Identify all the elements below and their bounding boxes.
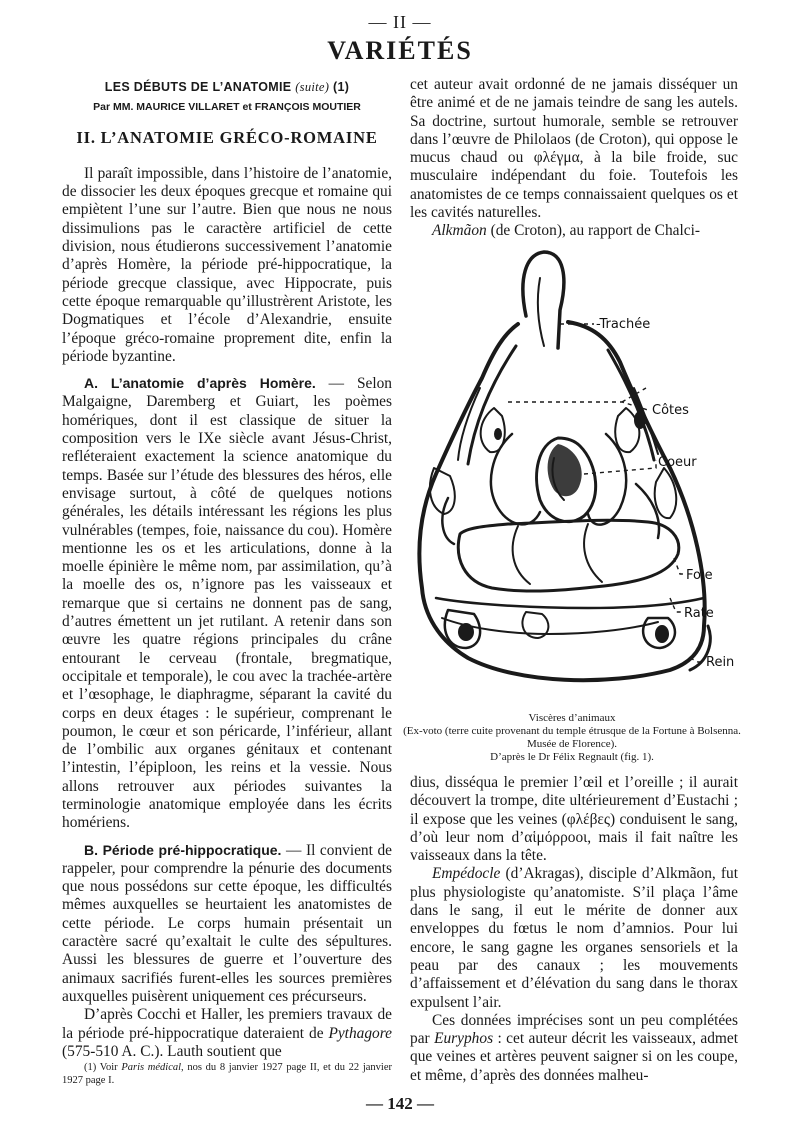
prehippocratic-paragraph — [62, 841, 392, 1007]
page-number: — 142 — — [366, 1094, 434, 1113]
label-rate: Rate — [684, 606, 714, 621]
prehippocratic-text: — Il convient de rappeler, pour comprendre la pénurie des documents que nous possédons sur cette époque, les difficultés mêmes auxquelles se heurtaient les anatomistes de cette période. Le corps humain présentait un caractère sacré qu’exaltait le culte des sépultures. Aussi les blessures de guerre et l’ouverture des animaux sacrifiés furent-elles les sources premières auxquelles puisèrent uniquement ces précurseurs. — [62, 841, 392, 1005]
footnote-marker: (1) — [333, 80, 350, 94]
article-title-suffix: (suite) — [295, 80, 330, 94]
footnote-journal: Paris médical — [121, 1062, 182, 1074]
euryphos-name: Euryphos — [434, 1030, 494, 1048]
label-trachee: -Trachée — [596, 317, 651, 332]
cocchi-text-end: (575-510 A. C.). Lauth soutient que — [62, 1042, 282, 1060]
article-authors: Par MM. MAURICE VILLARET et FRANÇOIS MOUTIER — [93, 101, 361, 114]
euryphos-paragraph — [410, 1012, 738, 1085]
label-coeur: Coeur — [658, 455, 697, 470]
cocchi-paragraph — [62, 1006, 392, 1061]
euryphos-text-start: Ces données imprécises sont un peu complétées par — [410, 1011, 738, 1048]
euryphos-text-end: : cet auteur décrit les vaisseaux, admet que veines et artères peuvent saigner si on les coupe, et même, d’après des données malheu- — [410, 1030, 738, 1084]
footnote — [62, 1061, 392, 1087]
caption-title: Viscères d’animaux — [528, 712, 616, 724]
homer-subheading: A. L’anatomie d’après Homère. — [84, 375, 316, 392]
article-title-text: LES DÉBUTS DE L’ANATOMIE — [104, 80, 292, 94]
empedocle-name: Empédocle — [432, 865, 501, 883]
prehippocratic-subheading: B. Période pré-hippocratique. — [84, 841, 282, 858]
pythagore-name: Pythagore — [328, 1024, 392, 1042]
label-cotes: Côtes — [652, 403, 689, 418]
right-column-top — [410, 76, 738, 241]
alkmaon-text-start: (de Croton), au rapport de Chalci- — [486, 222, 700, 240]
intro-paragraph: Il paraît impossible, dans l’histoire de l’anatomie, de dissocier les deux époques grecque et romaine qui empiètent l’une sur l’autre. Bien que nous ne nous dissimulions pas le caractère artificiel de cette division, nous étudierons successivement l’anatomie d’après Homère, la période pré-hippocratique, la période grecque classique, avec Hippocrate, puis cette époque remarquable qu’illustrèrent Aristote, les Dogmatiques et l’école d’Alexandrie, ensuite l’époque gréco-romaine proprement dite, enfin la période byzantine. — [62, 164, 392, 365]
caption-body: (Ex-voto (terre cuite provenant du temple étrusque de la Fortune à Bolsenna. Musée de Florence). — [403, 725, 741, 750]
label-foie: Foie — [686, 568, 713, 583]
article-title — [62, 78, 392, 96]
empedocle-text: (d’Akragas), disciple d’Alkmãon, fut plus physiologiste qu’anatomiste. S’il plaça l’âme dans le sang, il eut le mérite de donner aux enveloppes du fœtus le nom d’amnios. Pour lui encore, le sang gagne les organes sensoriels et la peau par des canaux ; les mouvements d’affaissement et d’élévation du sang dans le thorax expulsent l’air. — [410, 865, 738, 1011]
cocchi-text-start: D’après Cocchi et Haller, les premiers travaux de la période pré-hippocratique dateraient de — [62, 1006, 392, 1042]
empedocle-paragraph — [410, 865, 738, 1011]
caption-credit: D’après le Dr Félix Regnault (fig. 1). — [490, 751, 654, 763]
pythagore-continuation: cet auteur avait ordonné de ne jamais disséquer un être animé et de ne jamais teindre de sang les autels. Sa doctrine, surtout humorale, semble se retrouver dans l’œuvre de Philolaos (de Croton), qui oppose le mucus chaud ou φλέγμα, à la bile froide, suc musculaire indépendant du foie. Toutefois les anatomistes de ce temps connaissaient quelques os et les cavités naturelles. — [410, 76, 738, 222]
section-heading: II. L’ANATOMIE GRÉCO-ROMAINE — [76, 127, 378, 147]
right-column-bottom — [410, 774, 738, 1085]
viscera-figure — [408, 238, 746, 708]
footnote-start: (1) Voir — [84, 1062, 122, 1074]
figure-caption — [400, 712, 744, 764]
homer-paragraph — [62, 374, 392, 832]
running-head: — II — — [368, 12, 432, 32]
homer-text: — Selon Malgaigne, Daremberg et Guiart, les poèmes homériques, dont il est classique de situer la composition vers le IXe siècle avant Jésus-Christ, refléteraient exactement la science anatomique du temps. Basée sur l’étude des blessures des héros, elle envisage surtout, à côté de quelques notions générales, les détails intéressant les régions les plus vulnérables (tempes, foie, naissance du cou). Homère mentionne les os et les articulations, donne à la moelle épinière le même nom, par assimilation, qu’à la moelle des os, n’ignore pas les vaisseaux et remarque que si certains ne donnent pas de sang, d’autres émettent un jet rutilant. A retenir dans son œuvre les quatre régions principales du crâne entourant le cerveau (frontale, bregmatique, occipitale et temporale), le cou avec la trachée-artère et l’œsophage, le diaphragme, séparant la cavité du corps en deux étages : le supérieur, comprenant le poumon, le cœur et son péricarde, l’inférieur, allant de l’ombilic aux organes génitaux et contenant l’intestin, l’épiploon, les reins et la vessie. Nous allons retrouver aux périodes suivantes la terminologie anatomique employée dans les écrits homériens. — [62, 375, 392, 832]
section-title: VARIÉTÉS — [327, 36, 473, 65]
alkmaon-name: Alkmãon — [432, 222, 487, 240]
label-rein: Rein — [706, 655, 735, 670]
alkmaon-continuation: dius, disséqua le premier l’œil et l’oreille ; il aurait découvert la trompe, dite ultérieurement d’Eustachi ; il expose que les veines (φλέβες) conduisent le sang, d’où leur nom d’αἱμόρροοι, mais il fait naître les vaisseaux dans la tête. — [410, 774, 738, 865]
footnote-end: , nos du 8 janvier 1927 page II, et du 22 janvier 1927 page I. — [62, 1062, 392, 1087]
left-column — [62, 76, 392, 1087]
